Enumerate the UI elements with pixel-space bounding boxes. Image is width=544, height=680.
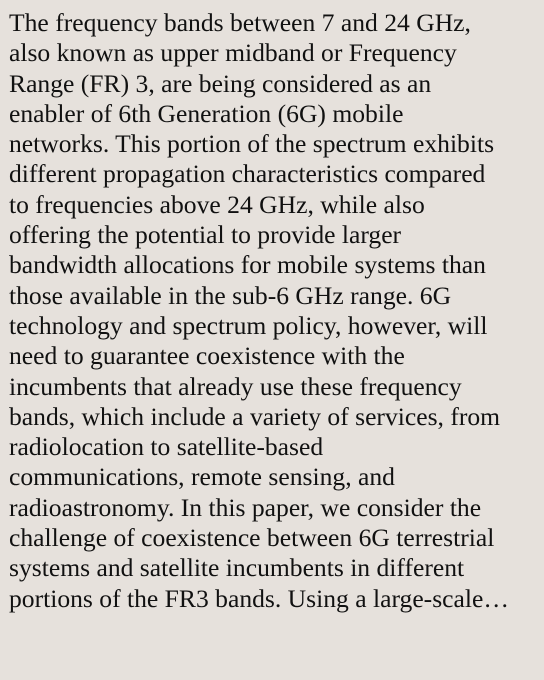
text-line: radioastronomy. In this paper, we consider the xyxy=(9,492,482,522)
text-line: bandwidth allocations for mobile systems than xyxy=(9,250,486,280)
text-line: bands, which include a variety of services, from xyxy=(9,401,501,431)
text-line: communications, remote sensing, and xyxy=(9,462,395,492)
text-line: incumbents that already use these frequency xyxy=(9,371,462,401)
text-line: challenge of coexistence between 6G terrestrial xyxy=(9,523,495,553)
text-line: also known as upper midband or Frequency xyxy=(9,38,457,68)
text-line: Range (FR) 3, are being considered as an xyxy=(9,68,432,98)
text-line: those available in the sub-6 GHz range. 6G xyxy=(9,280,452,310)
text-line: portions of the FR3 bands. Using a large-scale… xyxy=(9,583,509,613)
text-line: enabler of 6th Generation (6G) mobile xyxy=(9,98,404,128)
text-line: different propagation characteristics compared xyxy=(9,159,486,189)
text-line: radiolocation to satellite-based xyxy=(9,432,324,462)
text-line: networks. This portion of the spectrum exhibits xyxy=(9,129,495,159)
text-line: technology and spectrum policy, however, will xyxy=(9,310,488,340)
text-line: to frequencies above 24 GHz, while also xyxy=(9,189,425,219)
text-line: The frequency bands between 7 and 24 GHz, xyxy=(9,8,471,37)
text-line: need to guarantee coexistence with the xyxy=(9,341,405,371)
text-line: offering the potential to provide larger xyxy=(9,220,402,250)
text-line: systems and satellite incumbents in different xyxy=(9,553,465,583)
